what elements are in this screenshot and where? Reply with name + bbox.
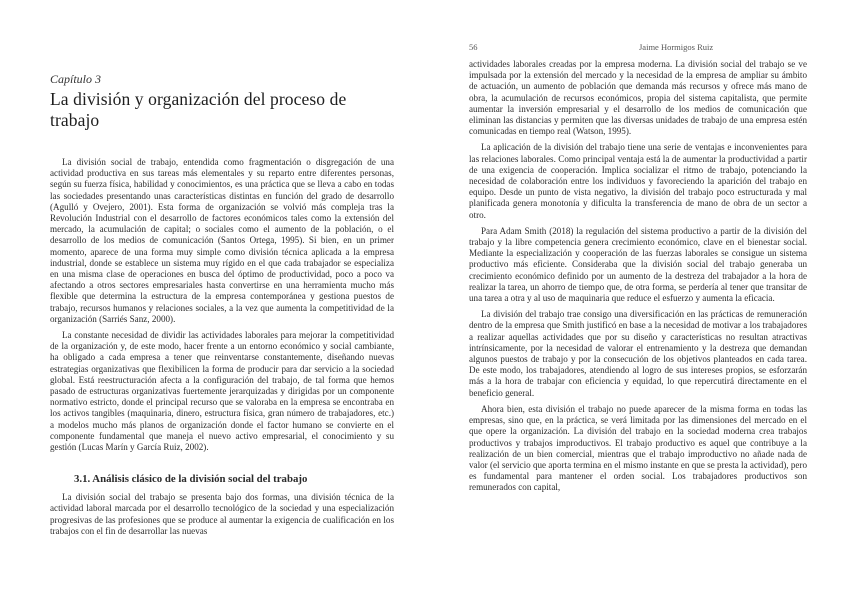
left-paragraph-1: La división social de trabajo, entendida como fragmentación o disgregación de una actividad productiva en sus tareas más elementales y su reparto entre diferentes personas, según su fuerza física, habilidad y conocimientos, es una práctica que se lleva a cabo en todas las sociedades presentando unas características distintas en función del grado de desarrollo (Agulló y Ovejero, 2001). Esta forma de organización se volvió más compleja tras la Revolución Industrial con el desarrollo de factores económicos tales como la extensión del mercado, la acumulación de capital; o sociales como el aumento de la población, o el desarrollo de los medios de comunicación (Santos Ortega, 1995). Si bien, en un primer momento, aparece de una forma muy simple como división técnica aplicada a la empresa industrial, donde se establece un sistema muy rígido en el que cada trabajador se especializa en una misma clase de operaciones en busca del óptimo de productividad, poco a poco va afectando a otros sectores empresariales hasta convertirse en una herramienta mucho más flexible que determina la estructura de la empresa contemporánea y gestiona puestos de trabajo, recursos humanos y relaciones sociales, a la vez que aumenta la competitividad de la organización (Sarriés Sanz, 2000).	[50, 157, 394, 324]
right-paragraph-5: Ahora bien, esta división el trabajo no puede aparecer de la misma forma en todas las empresas, sino que, en la práctica, se verá limitada por las dimensiones del mercado en el que opere la organización. La división del trabajo en la sociedad moderna crea trabajos productivos y trabajos improductivos. El trabajo productivo es aquel que contribuye a la realización de un bien comercial, mientras que el trabajo improductivo no añade nada de valor (el servicio que aporta termina en el mismo instante en que se presta la actividad), pero es fundamental para mantener el orden social. Los trabajadores productivos son remunerados con capital,	[469, 403, 807, 493]
page-number: 56	[469, 42, 478, 52]
right-page	[427, 8, 845, 593]
running-head-author: Jaime Hormigos Ruiz	[639, 42, 714, 52]
left-page	[6, 8, 424, 593]
running-header	[469, 42, 807, 52]
right-paragraph-1: actividades laborales creadas por la empresa moderna. La división social del trabajo se ve impulsada por la extensión del mercado y la necesidad de la empresa de ampliar su ámbito de actuación, un aumento de población que demanda más recursos y ofrece más mano de obra, la acumulación de recursos económicos, propia del sistema capitalista, que permite aumentar la inversión empresarial y el desarrollo de los medios de comunicación que eliminan las distancias y permiten que las diversas unidades de trabajo de una empresa estén comunicadas en tiempo real (Watson, 1995).	[469, 59, 807, 137]
section-paragraph: La división social del trabajo se presenta bajo dos formas, una división técnica de la actividad laboral marcada por el desarrollo tecnológico de la sociedad y una especialización progresivas de las profesiones que se produce al aumentar la exigencia de cualificación en los trabajos con el fin de desarrollar las nuevas	[50, 492, 394, 536]
right-paragraph-2: La aplicación de la división del trabajo tiene una serie de ventajas e inconvenientes para las relaciones laborales. Como principal ventaja está la de aumentar la productividad a partir de una exigencia de cooperación. Implica socializar el ritmo de trabajo, potenciando la necesidad de colaboración entre los individuos y favoreciendo la aparición del trabajo en equipo. Desde un punto de vista negativo, la división del trabajo poco estructurada y mal planificada genera monotonía y dificulta la transferencia de mano de obra de un sector a otro.	[469, 142, 807, 220]
chapter-label: Capítulo 3	[50, 72, 102, 86]
left-paragraph-2: La constante necesidad de dividir las actividades laborales para mejorar la competitividad de la organización y, de este modo, hacer frente a un entorno económico y social cambiante, ha obligado a cada empresa a tener que reinventarse constantemente, diseñando nuevas estrategias organizativas que flexibilicen la forma de producir para dar servicio a la sociedad global. Está reestructuración afecta a la configuración del trabajo, de tal forma que hemos pasado de estructuras organizativas fuertemente jerarquizadas y dirigidas por un componente normativo estricto, donde el principal recurso que se valoraba en la empresa se encontraba en los activos tangibles (maquinaria, dinero, estructura física, gran número de trabajadores, etc.) a modelos mucho más planos de organización donde el factor humano se convierte en el componente fundamental que maneja el nuevo activo empresarial, el conocimiento y su gestión (Lucas Marín y García Ruiz, 2002).	[50, 330, 394, 453]
right-paragraph-4: La división del trabajo trae consigo una diversificación en las prácticas de remuneración dentro de la empresa que Smith justificó en base a la necesidad de motivar a los trabajadores a realizar aquellas actividades que por su diseño y características no resultan atractivas intrínsicamente, por la necesidad de valorar el entrenamiento y la destreza que demandan algunos puestos de trabajo y por la consecución de los objetivos planteados en cada tarea. De este modo, los trabajadores, atendiendo al logro de sus intereses propios, se esforzarán más a la hora de trabajar con eficiencia y equidad, lo que repercutirá directamente en el beneficio general.	[469, 309, 807, 398]
section-title: 3.1. Análisis clásico de la división social del trabajo	[74, 473, 308, 486]
right-paragraph-3: Para Adam Smith (2018) la regulación del sistema productivo a partir de la división del trabajo y la libre competencia genera crecimiento económico, clave en el bienestar social. Mediante la especialización y cooperación de las fuerzas laborales se consigue un sistema productivo más eficiente. Consideraba que la división social del trabajo generaba un crecimiento económico definido por un aumento de la destreza del trabajador a la hora de realizar la tarea, un ahorro de tiempo que, de otra forma, se perdería al tener que transitar de una tarea a otra y al uso de maquinaria que reduce el esfuerzo y aumenta la eficacia.	[469, 225, 807, 304]
chapter-title: La división y organización del proceso de trabajo	[50, 89, 347, 130]
